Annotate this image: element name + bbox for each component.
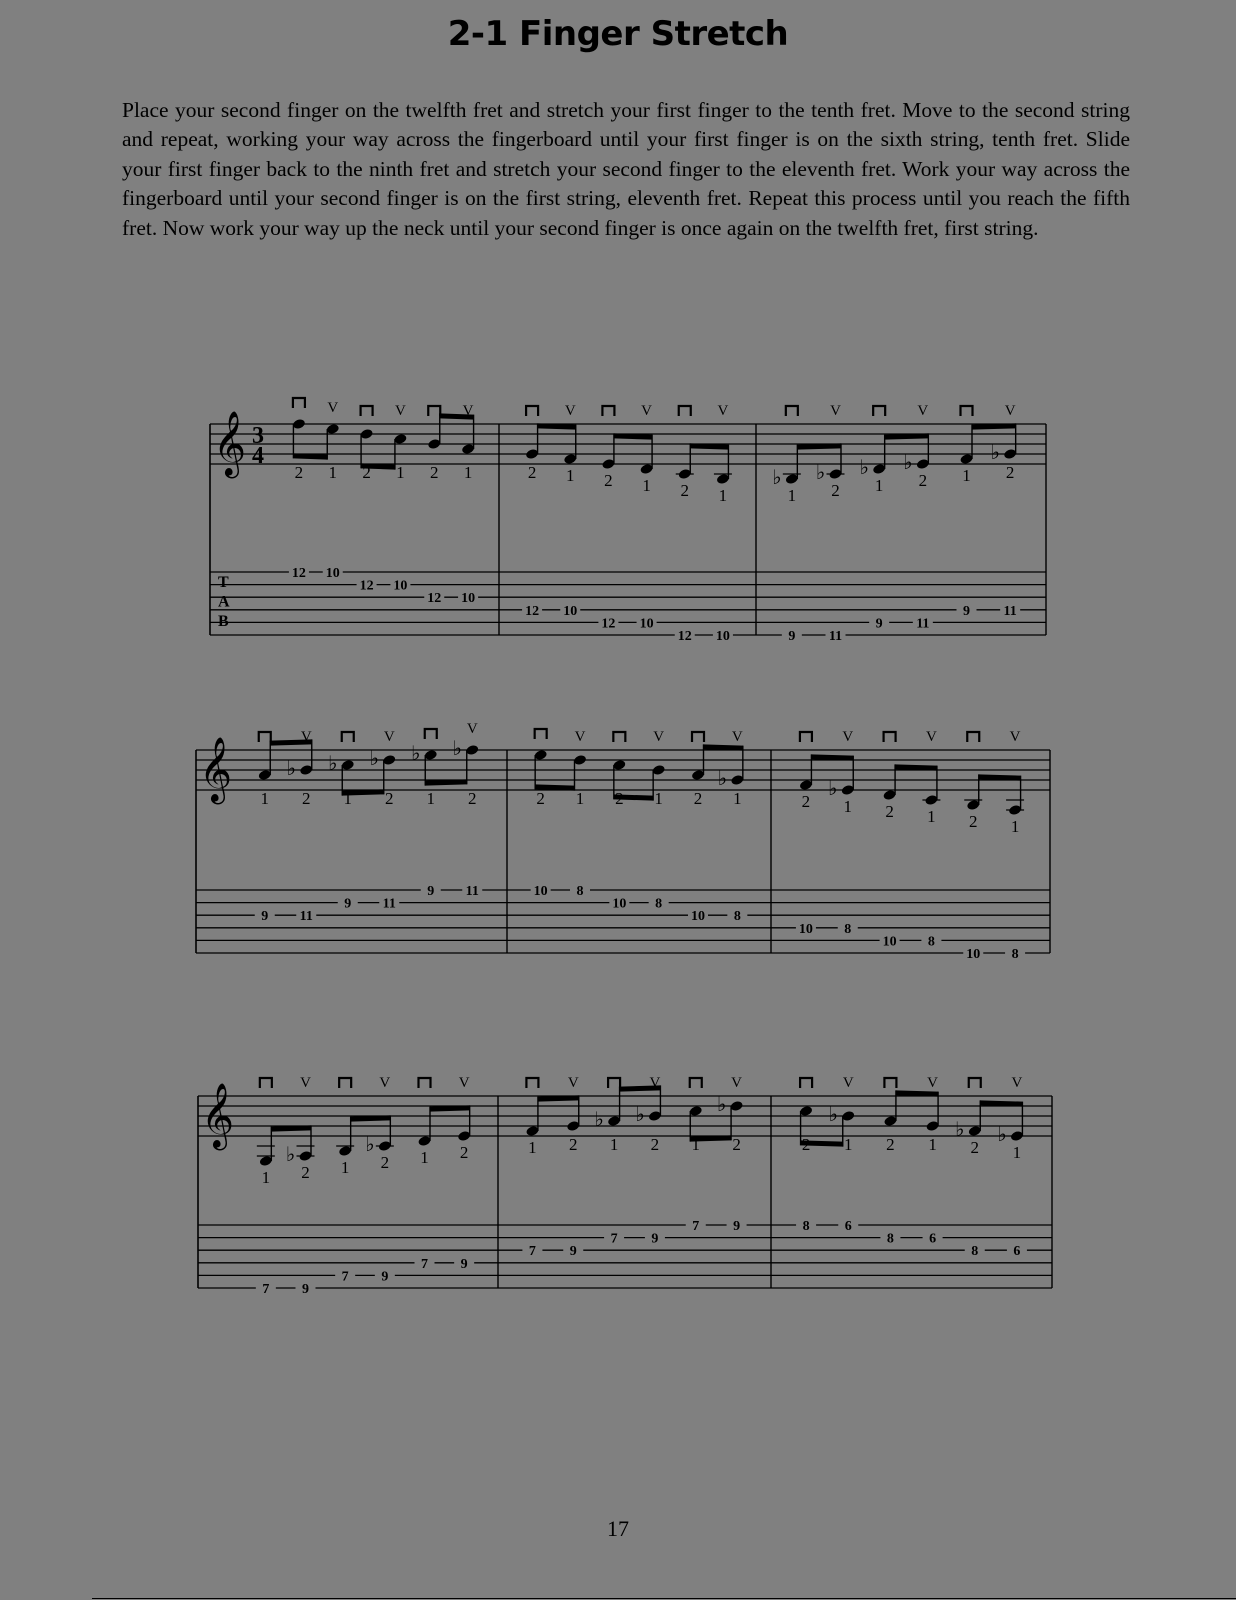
fingering-number: 2 — [362, 463, 371, 482]
fingering-number: 2 — [693, 789, 703, 808]
tab-fret-number: 11 — [299, 909, 313, 925]
fingering-number: 1 — [575, 789, 585, 808]
tab-fret-number: 9 — [427, 884, 435, 899]
treble-clef-icon: 𝄞 — [201, 1085, 235, 1147]
tab-fret-number: 10 — [325, 566, 340, 581]
down-bow-icon — [602, 406, 614, 416]
tab-fret-number: 11 — [382, 896, 396, 912]
tab-fret-number: 10 — [563, 603, 578, 619]
down-bow-icon — [260, 1078, 272, 1088]
fingering-number: 2 — [380, 1153, 390, 1172]
tab-fret-number: 6 — [1013, 1244, 1021, 1260]
up-bow-icon: V — [717, 403, 729, 419]
down-bow-icon — [690, 1078, 702, 1088]
fingering-number: 1 — [426, 789, 435, 808]
fingering-number: 1 — [874, 476, 884, 495]
tab-fret-number: 10 — [461, 591, 476, 607]
flat-sign: ♭ — [828, 778, 838, 800]
tab-fret-number: 9 — [261, 909, 269, 925]
fingering-number: 2 — [886, 1135, 895, 1154]
tab-fret-number: 12 — [525, 603, 540, 619]
flat-sign: ♭ — [955, 1119, 965, 1141]
instructions-paragraph: Place your second finger on the twelfth fret and stretch your first finger to the tenth fret. Move to the second string and repeat, working your way across the fingerboard until your first finger is on the sixth string, tenth fret. Slide your first finger back to the ninth fret and stretch your second finger to the eleventh fret. Work your way across the fingerboard until your second finger is on the first string, eleventh fret. Repeat this process until you reach the fifth fret. Now work your way up the neck until your second finger is once again on the twelfth fret, first string. — [122, 98, 1130, 240]
notation-system-3 — [0, 1025, 1236, 1325]
flat-sign: ♭ — [365, 1134, 375, 1156]
down-bow-icon — [535, 729, 547, 739]
time-signature-top: 3 — [252, 423, 264, 449]
fingering-number: 2 — [650, 1135, 660, 1154]
up-bow-icon: V — [574, 729, 586, 745]
fingering-number: 2 — [569, 1135, 578, 1154]
down-bow-icon — [873, 406, 885, 416]
tab-fret-number: 6 — [844, 1219, 852, 1234]
up-bow-icon: V — [383, 729, 395, 745]
down-bow-icon — [608, 1078, 620, 1088]
flat-sign: ♭ — [903, 452, 913, 474]
fingering-number: 2 — [301, 1163, 310, 1182]
fingering-number: 1 — [260, 789, 269, 808]
tab-fret-number: 9 — [733, 1219, 741, 1234]
tab-fret-number: 10 — [715, 629, 730, 644]
down-bow-icon — [961, 406, 973, 416]
tab-fret-number: 7 — [341, 1269, 349, 1285]
up-bow-icon: V — [327, 400, 339, 416]
tab-fret-number: 11 — [828, 629, 843, 644]
tab-fret-number: 10 — [882, 934, 897, 950]
fingering-number: 2 — [468, 789, 477, 808]
flat-sign: ♭ — [285, 1144, 296, 1166]
up-bow-icon: V — [830, 403, 841, 419]
flat-sign: ♭ — [772, 467, 782, 489]
tab-fret-number: 9 — [569, 1244, 577, 1260]
down-bow-icon — [692, 732, 704, 742]
up-bow-icon: V — [731, 729, 743, 745]
tab-fret-number: 9 — [381, 1269, 389, 1285]
tab-fret-number: 7 — [528, 1244, 536, 1260]
fingering-number: 1 — [528, 1138, 537, 1157]
flat-sign: ♭ — [594, 1109, 604, 1131]
time-signature-bottom: 4 — [252, 443, 264, 469]
tab-fret-number: 10 — [612, 896, 627, 912]
flat-sign: ♭ — [859, 457, 869, 479]
fingering-number: 2 — [615, 789, 624, 808]
fingering-number: 1 — [1012, 1143, 1022, 1162]
down-bow-icon — [800, 1078, 812, 1088]
tab-fret-number: 8 — [802, 1219, 810, 1234]
flat-sign: ♭ — [815, 462, 826, 484]
fingering-number: 1 — [463, 463, 473, 482]
down-bow-icon — [884, 732, 896, 742]
down-bow-icon — [361, 406, 373, 416]
down-bow-icon — [293, 398, 305, 408]
tab-fret-number: 10 — [639, 616, 654, 632]
up-bow-icon: V — [1011, 1075, 1023, 1091]
fingering-number: 2 — [459, 1143, 469, 1162]
up-bow-icon: V — [842, 729, 854, 745]
tab-fret-number: 9 — [963, 603, 970, 619]
flat-sign: ♭ — [286, 758, 296, 780]
fingering-number: 1 — [843, 797, 852, 816]
down-bow-icon — [884, 1078, 896, 1088]
up-bow-icon: V — [1009, 729, 1021, 745]
tab-fret-number: 10 — [691, 909, 705, 925]
flat-sign: ♭ — [411, 743, 421, 765]
fingering-number: 2 — [527, 463, 537, 482]
fingering-number: 2 — [536, 789, 545, 808]
up-bow-icon: V — [458, 1075, 470, 1091]
up-bow-icon: V — [462, 403, 474, 419]
fingering-number: 1 — [718, 486, 728, 505]
fingering-number: 1 — [566, 466, 575, 485]
tab-fret-number: 8 — [971, 1244, 979, 1260]
flat-sign: ♭ — [452, 738, 462, 760]
fingering-number: 1 — [787, 486, 797, 505]
fingering-number: 1 — [642, 476, 651, 495]
fingering-number: 1 — [962, 466, 971, 485]
fingering-number: 1 — [396, 463, 405, 482]
fingering-number: 2 — [732, 1135, 741, 1154]
fingering-number: 1 — [844, 1135, 853, 1154]
fingering-number: 1 — [328, 463, 337, 482]
up-bow-icon: V — [653, 729, 665, 745]
tab-fret-number: 12 — [291, 566, 306, 581]
flat-sign: ♭ — [328, 753, 338, 775]
fingering-number: 1 — [654, 789, 663, 808]
down-bow-icon — [969, 1078, 981, 1088]
fingering-number: 1 — [420, 1148, 429, 1167]
tab-fret-number: 9 — [875, 616, 883, 632]
tab-fret-number: 10 — [393, 578, 408, 594]
fingering-number: 2 — [294, 463, 304, 482]
tab-fret-number: 8 — [844, 921, 852, 937]
up-bow-icon: V — [649, 1075, 661, 1091]
fingering-number: 2 — [801, 792, 811, 811]
tab-fret-number: 7 — [421, 1256, 428, 1272]
tab-fret-number: 11 — [465, 884, 479, 899]
down-bow-icon — [342, 732, 354, 742]
fingering-number: 2 — [831, 481, 840, 500]
tab-fret-number: 11 — [1003, 603, 1017, 619]
tab-fret-number: 8 — [576, 884, 584, 899]
tab-fret-number: 7 — [262, 1282, 270, 1297]
fingering-number: 1 — [609, 1135, 619, 1154]
fingering-number: 2 — [680, 481, 689, 500]
tab-fret-number: 8 — [655, 896, 663, 912]
tab-fret-number: 9 — [651, 1231, 659, 1247]
tab-fret-number: 8 — [886, 1231, 894, 1247]
down-bow-icon — [419, 1078, 431, 1088]
treble-clef-icon: 𝄞 — [199, 739, 233, 801]
notation-system-2 — [0, 690, 1236, 990]
tab-fret-number: 12 — [359, 578, 374, 594]
fingering-number: 2 — [302, 789, 311, 808]
up-bow-icon: V — [641, 403, 653, 419]
fingering-number: 1 — [733, 789, 742, 808]
flat-sign: ♭ — [716, 1094, 727, 1116]
fingering-number: 1 — [343, 789, 352, 808]
fingering-number: 2 — [1005, 463, 1015, 482]
tab-fret-number: 10 — [533, 884, 548, 899]
fingering-number: 1 — [928, 1135, 937, 1154]
tab-label-t: T — [218, 574, 229, 591]
fingering-number: 2 — [970, 1138, 979, 1157]
tab-fret-number: 7 — [610, 1231, 618, 1247]
tab-fret-number: 10 — [966, 947, 981, 962]
down-bow-icon — [967, 732, 979, 742]
fingering-number: 1 — [927, 807, 936, 826]
tab-fret-number: 9 — [788, 629, 796, 644]
tab-fret-number: 8 — [927, 934, 935, 950]
tab-fret-number: 11 — [916, 616, 930, 632]
flat-sign: ♭ — [717, 768, 728, 790]
up-bow-icon: V — [567, 1075, 579, 1091]
flat-sign: ♭ — [997, 1124, 1007, 1146]
up-bow-icon: V — [917, 403, 929, 419]
up-bow-icon: V — [564, 403, 576, 419]
tab-fret-number: 9 — [460, 1256, 468, 1272]
down-bow-icon — [339, 1078, 351, 1088]
fingering-number: 1 — [261, 1168, 271, 1187]
up-bow-icon: V — [842, 1075, 854, 1091]
up-bow-icon: V — [379, 1075, 391, 1091]
down-bow-icon — [259, 732, 271, 742]
flat-sign: ♭ — [990, 442, 1000, 464]
tab-fret-number: 8 — [733, 909, 741, 925]
up-bow-icon: V — [300, 1075, 311, 1091]
treble-clef-icon: 𝄞 — [213, 413, 247, 475]
flat-sign: ♭ — [635, 1104, 645, 1126]
fingering-number: 1 — [691, 1135, 700, 1154]
fingering-number: 2 — [801, 1135, 811, 1154]
fingering-number: 1 — [1010, 817, 1020, 836]
fingering-number: 2 — [918, 471, 928, 490]
fingering-number: 2 — [885, 802, 894, 821]
fingering-number: 2 — [430, 463, 439, 482]
down-bow-icon — [526, 1078, 538, 1088]
fingering-number: 1 — [340, 1158, 350, 1177]
up-bow-icon: V — [300, 729, 312, 745]
page-number: 17 — [607, 1516, 629, 1541]
tab-fret-number: 6 — [929, 1231, 937, 1247]
down-bow-icon — [679, 406, 691, 416]
tab-fret-number: 8 — [1011, 947, 1019, 962]
down-bow-icon — [425, 729, 437, 739]
up-bow-icon: V — [927, 1075, 939, 1091]
down-bow-icon — [800, 732, 812, 742]
tab-fret-number: 9 — [344, 896, 352, 912]
down-bow-icon — [526, 406, 538, 416]
tab-fret-number: 7 — [692, 1219, 700, 1234]
flat-sign: ♭ — [369, 748, 379, 770]
tab-fret-number: 12 — [601, 616, 616, 632]
flat-sign: ♭ — [828, 1104, 838, 1126]
up-bow-icon: V — [925, 729, 937, 745]
tab-fret-number: 9 — [302, 1282, 309, 1297]
down-bow-icon — [613, 732, 625, 742]
notation-system-1 — [0, 360, 1236, 660]
up-bow-icon: V — [466, 721, 478, 737]
down-bow-icon — [428, 406, 440, 416]
up-bow-icon: V — [1004, 403, 1016, 419]
tab-fret-number: 10 — [798, 921, 813, 937]
footer-rule — [92, 1598, 1236, 1599]
fingering-number: 2 — [969, 812, 978, 831]
page-title: 2-1 Finger Stretch — [447, 14, 789, 54]
fingering-number: 2 — [604, 471, 613, 490]
fingering-number: 2 — [385, 789, 394, 808]
up-bow-icon: V — [394, 403, 406, 419]
tab-label-a: A — [218, 593, 230, 611]
tab-fret-number: 12 — [677, 629, 692, 644]
tab-label-b: B — [218, 613, 229, 631]
down-bow-icon — [786, 406, 798, 416]
up-bow-icon: V — [731, 1075, 743, 1091]
tab-fret-number: 12 — [427, 591, 442, 607]
